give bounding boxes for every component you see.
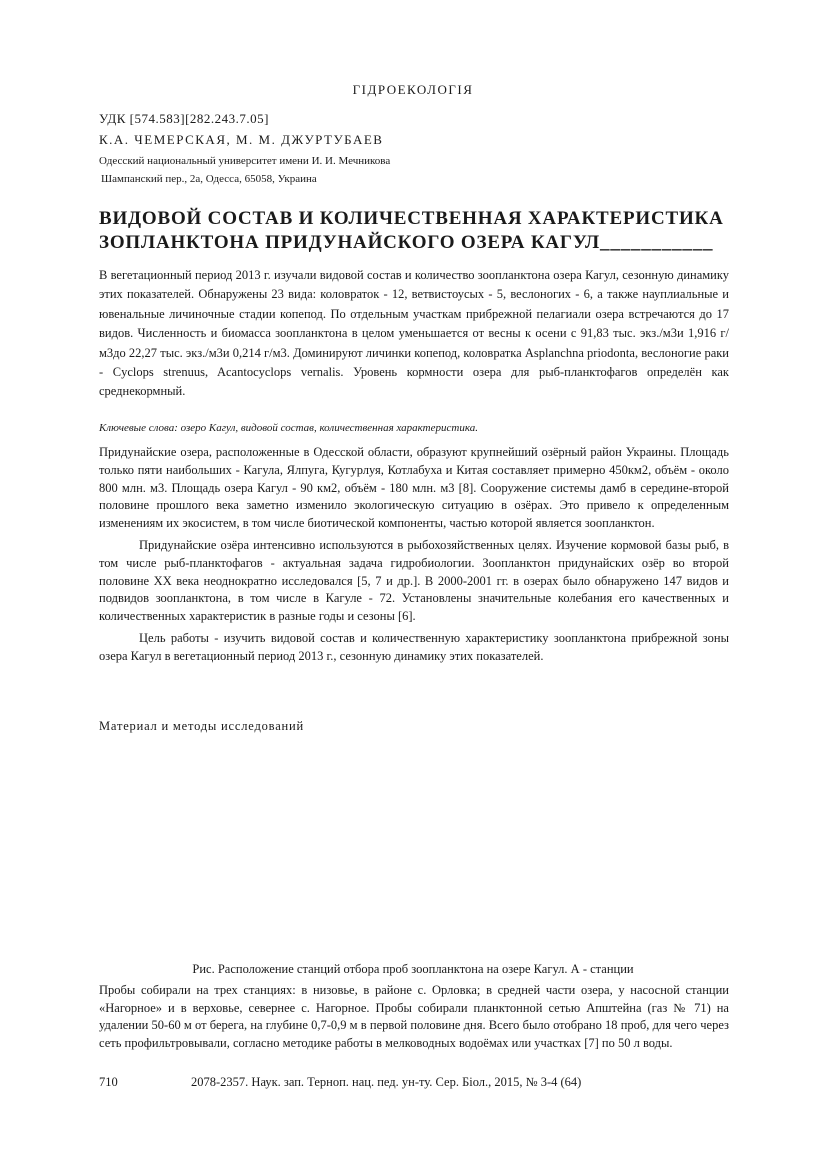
title-line-1: ВИДОВОЙ СОСТАВ И КОЛИЧЕСТВЕННАЯ ХАРАКТЕРИСТИКА (99, 208, 724, 229)
abstract (99, 266, 729, 402)
paragraph-2: Придунайские озёра интенсивно используются в рыбохозяйственных целях. Изучение кормовой базы рыб, в том числе рыб-планктофагов - актуальная задача гидробиологии. Зоопланктон придунайских озёр во второй половине XX века неоднократно исследовался [5, 7 и др.]. В 2000-2001 гг. в озерах было обнаружено 147 видов и подвидов зоопланктона, в том числе в Кагуле - 72. Установлены значительные колебания его качественных и количественных характеристик в разные годы и сезоны [6]. (99, 537, 729, 624)
methods-heading: Материал и методы исследований (99, 719, 305, 733)
affiliation-line-1: Одесский национальный университет имени И. И. Мечникова (99, 155, 391, 167)
paragraph-3: Цель работы - изучить видовой состав и количественную характеристику зоопланктона прибрежной зоны озера Кагул в вегетационный период 2013 г., сезонную динамику этих показателей. (99, 630, 729, 663)
journal-citation: 2078-2357. Наук. зап. Терноп. нац. пед. ун-ту. Сер. Біол., 2015, № 3-4 (64) (191, 1075, 582, 1089)
figure-caption: Рис. Расположение станций отбора проб зоопланктона на озере Кагул. А - станции (192, 962, 634, 976)
page-footer (99, 1075, 581, 1090)
abstract-text: В вегетационный период 2013 г. изучали видовой состав и количество зоопланктона озера Кагул, сезонную динамику этих показателей. Обнаружены 23 вида: коловраток - 12, ветвистоусых - 5, веслоногих - 6, а также науплиальные и ювенальные личиночные стадии копепод. По отдельным участкам прибрежной пелагиали озера встречаются до 17 видов. Численность и биомасса зоопланктона в целом уменьшается от весны к осени с 91,83 тыс. экз./м3и 1,916 г/м3до 22,27 тыс. экз./м3и 0,214 г/м3. Доминируют личинки копепод, коловратка Asplanchna priodonta, веслоногие раки - Cyclops strenuus, Acantocyclops vernalis. Уровень кормности озера для рыб-планктофагов определён как среднекормный. (99, 268, 729, 399)
section-heading: ГІДРОЕКОЛОГІЯ (352, 82, 474, 97)
paper-title (99, 207, 739, 255)
udk-code: УДК [574.583][282.243.7.05] (99, 111, 269, 126)
body-text (99, 444, 729, 666)
methods-text (99, 982, 729, 1052)
page-number: 710 (99, 1075, 118, 1089)
methods-paragraph: Пробы собирали на трех станциях: в низовье, в районе с. Орловка; в средней части озера, у насосной станции «Нагорное» и в верховье, севернее с. Нагорное. Пробы собирали планктонной сетью Апштейна (газ № 71) на удалении 50-60 м от берега, на глубине 0,7-0,9 м в первой половине дня. Всего было отобрано 18 проб, для чего через сеть профильтровывали, согласно методике работы в мелководных водоёмах или участках [7] по 50 л воды. (99, 983, 729, 1050)
figure-placeholder (140, 745, 686, 950)
affiliation-line-2: Шампанский пер., 2а, Одесса, 65058, Украина (101, 173, 317, 185)
paragraph-1: Придунайские озера, расположенные в Одесской области, образуют крупнейший озёрный район Украины. Площадь только пяти наибольших - Кагула, Ялпуга, Кугурлуя, Котлабуха и Китая составляет примерно 450км2, объём - около 800 млн. м3. Площадь озера Кагул - 90 км2, объём - 180 млн. м3 [8]. Сооружение системы дамб в середине-второй половине прошлого века заметно изменило экологическую ситуацию в озёрах. Это привело к определенным изменениям их экосистем, в том числе биотической компоненты, частью которой является зоопланктон. (99, 445, 729, 531)
title-line-2: ЗОПЛАНКТОНА ПРИДУНАЙСКОГО ОЗЕРА КАГУЛ___________ (99, 232, 714, 253)
authors: К.А. ЧЕМЕРСКАЯ, М. М. ДЖУРТУБАЕВ (99, 132, 384, 147)
keywords: Ключевые слова: озеро Кагул, видовой состав, количественная характеристика. (99, 422, 478, 434)
